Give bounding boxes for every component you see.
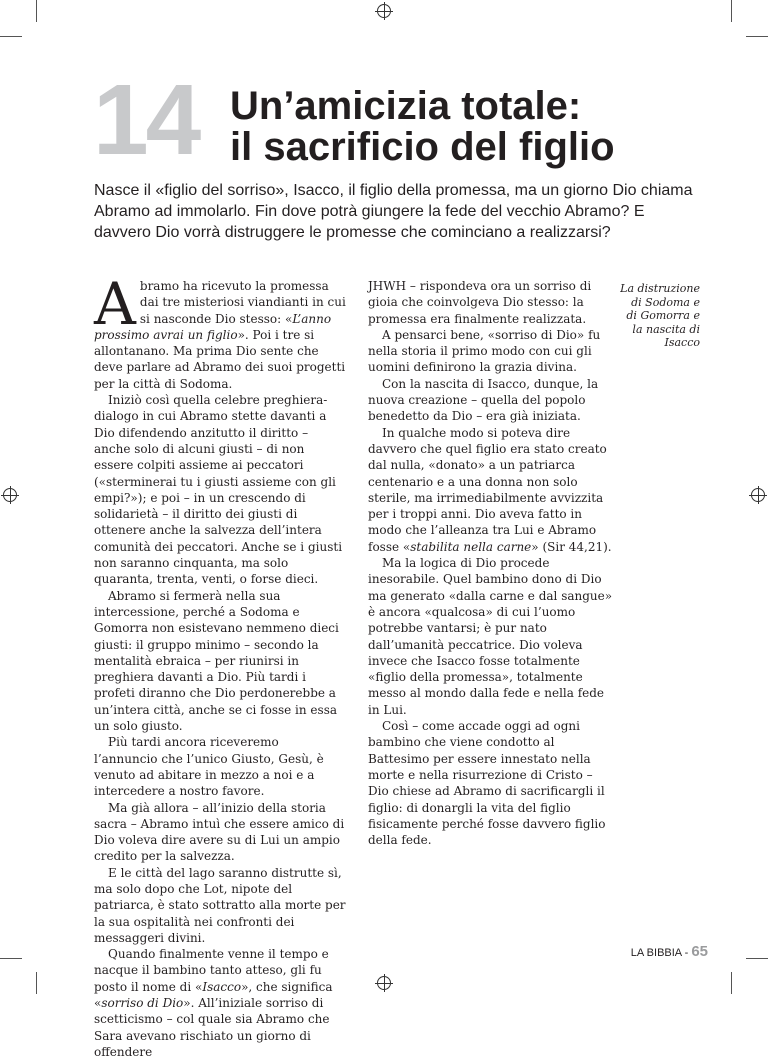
- crop-mark: [746, 958, 768, 959]
- paragraph: In qualche modo si poteva dire davvero che quel figlio era stato creato dal nulla, «donato» a un patriarca centenario e a una donna non solo sterile, ma irrimediabilmente avvizzita per i troppi anni. Dio aveva fatto in modo che l’alleanza tra Lui e Abramo fosse «stabilita nella carne» (Sir 44,21).: [368, 425, 612, 554]
- text-column-1: [94, 270, 346, 1060]
- registration-mark-left: [3, 488, 17, 502]
- paragraph: Abramo ha ricevuto la promessa dai tre misteriosi viandianti in cui si nasconde Dio stesso: «L’anno prossimo avrai un figlio». Poi i tre si allontanano. Ma prima Dio sente che deve parlare ad Abramo dei suoi progetti per la città di Sodoma.: [94, 270, 346, 391]
- registration-mark-top: [377, 4, 391, 18]
- paragraph: Più tardi ancora riceveremo l’annuncio che l’unico Giusto, Gesù, è venuto ad abitare in mezzo a noi e a intercedere a nostro favore.: [94, 735, 324, 799]
- paragraph: Con la nascita di Isacco, dunque, la nuova creazione – quella del popolo benedetto da Dio – era già iniziata.: [368, 376, 599, 424]
- intro-paragraph: Nasce il «figlio del sorriso», Isacco, il figlio della promessa, ma un giorno Dio chiama Abramo ad immolarlo. Fin dove potrà giungere la fede del vecchio Abramo? E davvero Dio vorrà distruggere le promesse che cominciano a realizzarsi?: [94, 182, 693, 241]
- paragraph: Quando finalmente venne il tempo e nacque il bambino tanto atteso, gli fu posto il nome di «Isacco», che significa «sorriso di Dio». All’iniziale sorriso di scetticismo – col quale sia Abramo che Sara avevano rischiato un giorno di offendere: [94, 947, 333, 1059]
- crop-mark: [36, 0, 37, 22]
- paragraph: Così – come accade oggi ad ogni bambino che viene condotto al Battesimo per essere innestato nella morte e nella risurrezione di Cristo – Dio chiese ad Abramo di sacrificargli il figlio: di donargli la vita del figlio fisicamente perché fosse davvero figlio della fede.: [368, 719, 606, 848]
- paragraph: JHWH – rispondeva ora un sorriso di gioia che coinvolgeva Dio stesso: la promessa era finalmente realizzata.: [368, 279, 592, 326]
- chapter-number: 14: [93, 64, 199, 176]
- page-number: 65: [691, 943, 708, 960]
- crop-mark: [0, 958, 22, 959]
- paragraph: E le città del lago saranno distrutte sì, ma solo dopo che Lot, nipote del patriarca, è stato sottratto alla morte per la sua ospitalità nei confronti dei messaggeri divini.: [94, 865, 346, 945]
- text-column-2: [368, 278, 616, 848]
- page-footer: [631, 943, 708, 960]
- registration-mark-bottom: [377, 976, 391, 990]
- chapter-title-line-1: Un’amicizia totale:: [230, 84, 582, 128]
- crop-mark: [746, 36, 768, 37]
- chapter-title-line-2: il sacrificio del figlio: [230, 125, 615, 169]
- registration-mark-right: [751, 488, 765, 502]
- crop-mark: [731, 972, 732, 994]
- paragraph: Ma la logica di Dio procede inesorabile. Quel bambino dono di Dio ma generato «dalla carne e dal sangue» è ancora «qualcosa» di cui l’uomo potrebbe vantarsi; è pur nato dall’umanità peccatrice. Dio voleva invece che Isacco fosse totalmente «figlio della promessa», totalmente messo al mondo dalla fede e nella fede in Lui.: [368, 556, 613, 717]
- paragraph: Abramo si fermerà nella sua intercessione, perché a Sodoma e Gomorra non esistevano nemmeno dieci giusti: il gruppo minimo – secondo la mentalità ebraica – per riunirsi in preghiera davanti a Dio. Più tardi i profeti diranno che Dio perdonerebbe a un’intera città, anche se ci fosse in essa un solo giusto.: [94, 588, 339, 734]
- crop-mark: [36, 972, 37, 994]
- chapter-title: [230, 86, 690, 168]
- paragraph: A pensarci bene, «sorriso di Dio» fu nella storia il primo modo con cui gli uomini definirono la grazia divina.: [368, 327, 601, 375]
- paragraph: Iniziò così quella celebre preghiera-dialogo in cui Abramo stette davanti a Dio difendendo anzitutto il diritto – anche solo di alcuni giusti – di non essere colpiti assieme ai peccatori («sterminerai tu i giusti assieme con gli empi?»); e poi – in un crescendo di solidarietà – il diritto dei giusti di ottenere anche la salvezza dell’intera comunità dei peccatori. Anche se i giusti non saranno cinquanta, ma solo quaranta, trenta, venti, o forse dieci.: [94, 393, 343, 587]
- footer-label: LA BIBBIA -: [630, 947, 692, 959]
- paragraph: Ma già allora – all’inizio della storia sacra – Abramo intuì che essere amico di Dio voleva dire avere su di Lui un ampio credito per la salvezza.: [94, 800, 345, 864]
- drop-cap: A: [94, 270, 136, 338]
- crop-mark: [731, 0, 732, 22]
- margin-note: La distruzione di Sodoma e di Gomorra e la nascita di Isacco: [620, 282, 700, 349]
- crop-mark: [0, 36, 22, 37]
